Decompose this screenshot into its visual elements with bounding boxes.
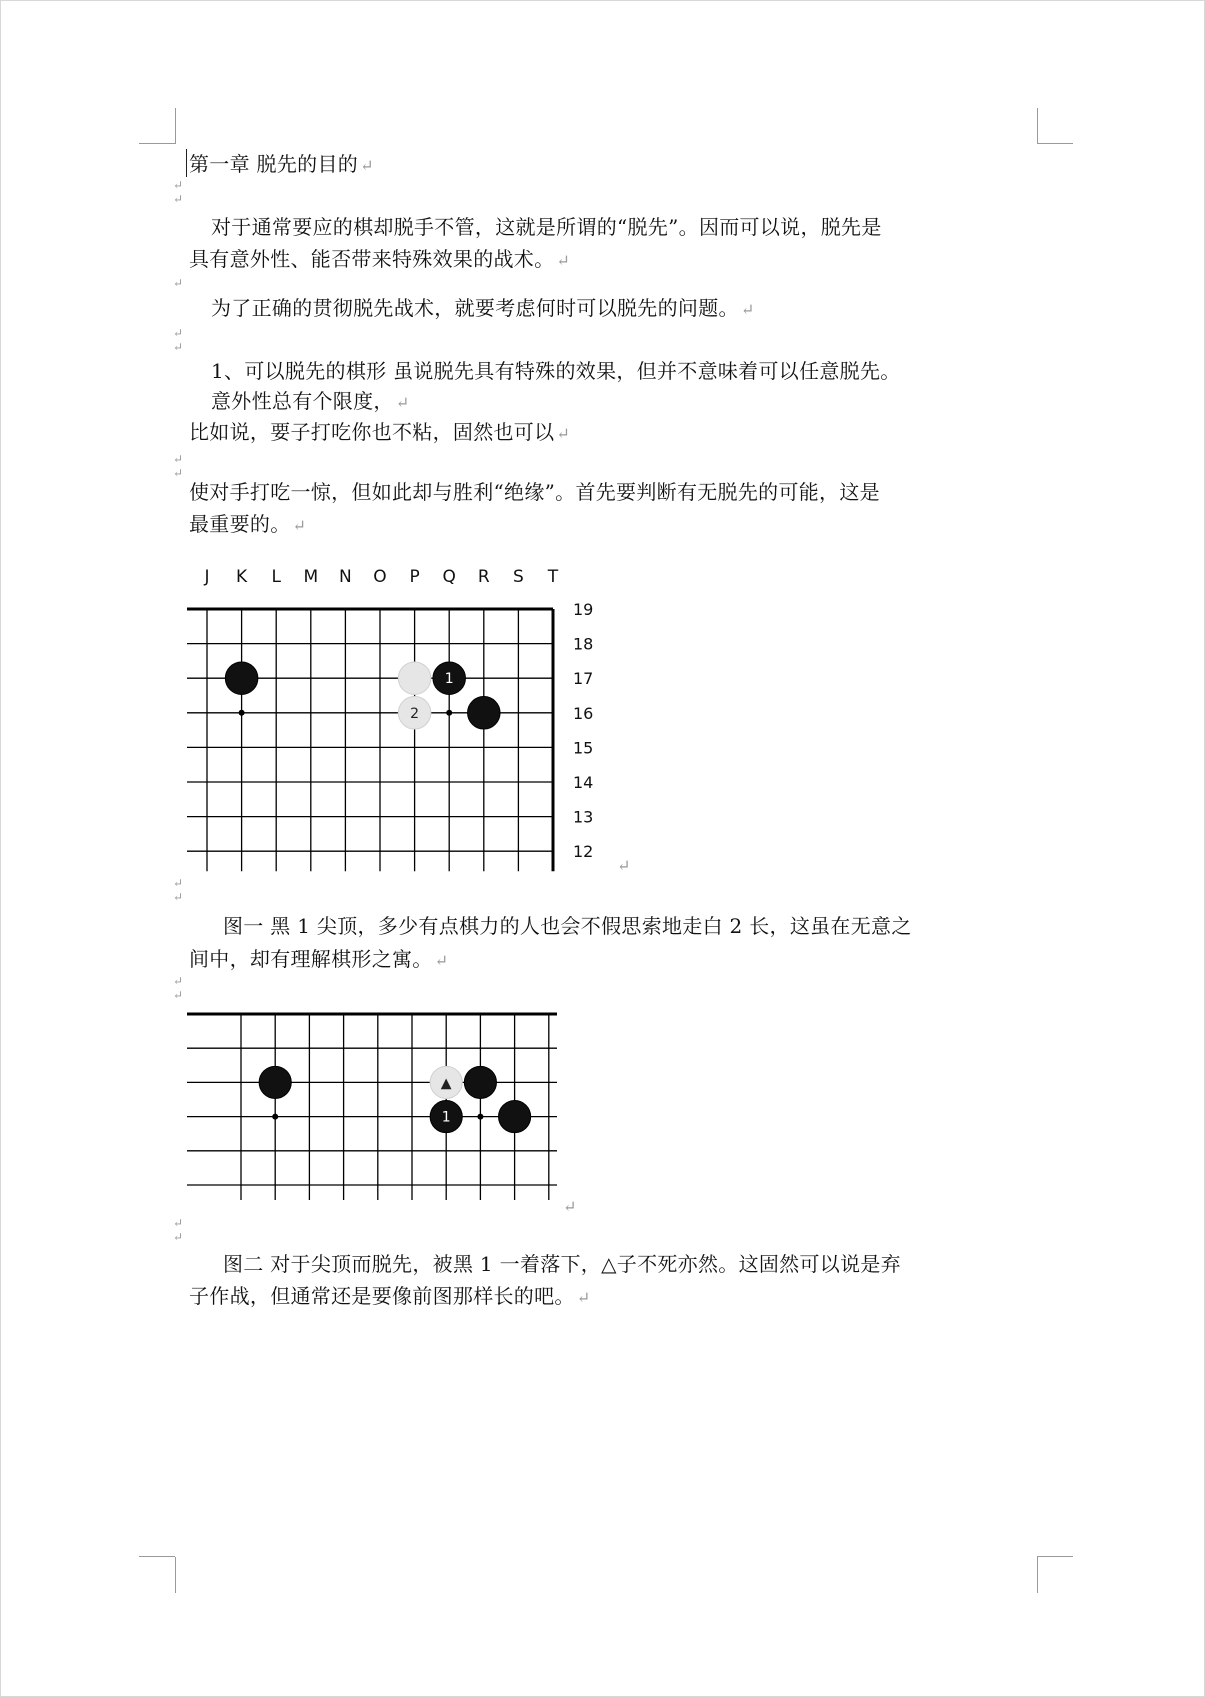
hoshi-point bbox=[446, 710, 452, 716]
white-stone bbox=[398, 662, 431, 695]
stone-label: 1 bbox=[444, 671, 454, 688]
row-label: 19 bbox=[573, 600, 594, 619]
column-label: O bbox=[373, 567, 387, 587]
black-stone bbox=[499, 1101, 531, 1133]
stone-label: 2 bbox=[410, 705, 420, 722]
column-label: S bbox=[513, 567, 524, 587]
return-mark: ↵ bbox=[173, 326, 184, 340]
column-label: K bbox=[236, 567, 248, 587]
crop-mark-top-right-v bbox=[1037, 108, 1038, 144]
crop-mark-top-left-v bbox=[175, 108, 176, 144]
hoshi-point bbox=[477, 1114, 483, 1120]
hoshi-point bbox=[272, 1114, 278, 1120]
return-mark: ↵ bbox=[173, 876, 184, 890]
paragraph-line[interactable]: 1、可以脱先的棋形 虽说脱先具有特殊的效果，但并不意味着可以任意脱先。 bbox=[211, 359, 901, 383]
row-label: 12 bbox=[573, 842, 594, 862]
return-mark: ↵ bbox=[173, 890, 184, 904]
column-label: J bbox=[204, 567, 210, 587]
caption-figure-2-line2[interactable]: 子作战，但通常还是要像前图那样长的吧。 ↵ bbox=[189, 1284, 591, 1308]
paragraph-line[interactable]: 对于通常要应的棋却脱手不管，这就是所谓的“脱先”。因而可以说，脱先是 bbox=[211, 215, 882, 239]
row-label: 16 bbox=[573, 703, 594, 723]
paragraph-line[interactable]: 最重要的。 ↵ bbox=[189, 512, 307, 536]
column-label: T bbox=[547, 567, 559, 587]
black-stone bbox=[468, 697, 501, 730]
crop-mark-top-left bbox=[139, 143, 175, 144]
return-mark: ↵ bbox=[173, 178, 184, 192]
return-mark: ↵ bbox=[173, 1216, 184, 1230]
paragraph-line[interactable]: 比如说，要子打吃你也不粘，固然也可以 ↵ bbox=[189, 420, 571, 444]
column-label: M bbox=[303, 567, 319, 587]
row-label: 17 bbox=[573, 669, 594, 689]
return-mark: ↵ bbox=[173, 276, 184, 290]
return-mark: ↵ bbox=[173, 466, 184, 480]
return-mark: ↵ bbox=[173, 988, 184, 1002]
caption-figure-1-line2[interactable]: 间中，却有理解棋形之寓。 ↵ bbox=[189, 947, 449, 971]
column-label: R bbox=[477, 567, 490, 587]
paragraph-line[interactable]: 使对手打吃一惊，但如此却与胜利“绝缘”。首先要判断有无脱先的可能，这是 bbox=[189, 480, 880, 504]
stone-label: ▲ bbox=[440, 1075, 452, 1092]
crop-mark-bottom-right bbox=[1037, 1556, 1073, 1557]
paragraph-line[interactable]: 具有意外性、能否带来特殊效果的战术。 ↵ bbox=[189, 247, 571, 271]
hoshi-point bbox=[239, 710, 245, 716]
return-mark: ↵ bbox=[563, 1197, 577, 1216]
text-cursor bbox=[186, 149, 187, 177]
black-stone bbox=[225, 662, 258, 695]
return-mark: ↵ bbox=[173, 452, 184, 466]
column-label: P bbox=[409, 567, 420, 587]
stone-label: 1 bbox=[441, 1109, 451, 1126]
column-label: N bbox=[339, 567, 352, 587]
return-mark: ↵ bbox=[617, 856, 631, 875]
crop-mark-bottom-left bbox=[139, 1556, 175, 1557]
black-stone bbox=[259, 1066, 291, 1098]
return-mark: ↵ bbox=[173, 974, 184, 988]
crop-mark-top-right bbox=[1037, 143, 1073, 144]
row-label: 13 bbox=[573, 807, 594, 827]
caption-figure-1[interactable]: 图一 黑 1 尖顶，多少有点棋力的人也会不假思索地走白 2 长，这虽在无意之 bbox=[223, 914, 912, 938]
paragraph-line[interactable]: 为了正确的贯彻脱先战术，就要考虑何时可以脱先的问题。 ↵ bbox=[211, 296, 755, 320]
black-stone bbox=[464, 1066, 496, 1098]
row-label: 18 bbox=[573, 634, 594, 654]
return-mark: ↵ bbox=[173, 192, 184, 206]
go-board-figure-2 bbox=[187, 1011, 557, 1216]
column-label: Q bbox=[442, 567, 456, 587]
return-mark: ↵ bbox=[173, 340, 184, 354]
go-board-2-svg bbox=[187, 1011, 557, 1216]
row-label: 15 bbox=[573, 738, 594, 758]
row-label: 14 bbox=[573, 773, 594, 792]
crop-mark-bottom-left-v bbox=[175, 1557, 176, 1593]
go-board-1-svg bbox=[187, 553, 615, 875]
column-label: L bbox=[271, 567, 281, 587]
go-board-figure-1 bbox=[187, 553, 615, 875]
return-mark: ↵ bbox=[173, 1230, 184, 1244]
crop-mark-bottom-right-v bbox=[1037, 1557, 1038, 1593]
chapter-title[interactable]: 第一章 脱先的目的 ↵ bbox=[189, 152, 374, 176]
caption-figure-2[interactable]: 图二 对于尖顶而脱先，被黑 1 一着落下，△子不死亦然。这固然可以说是弃 bbox=[223, 1252, 901, 1276]
paragraph-line[interactable]: 意外性总有个限度， ↵ bbox=[211, 389, 410, 413]
